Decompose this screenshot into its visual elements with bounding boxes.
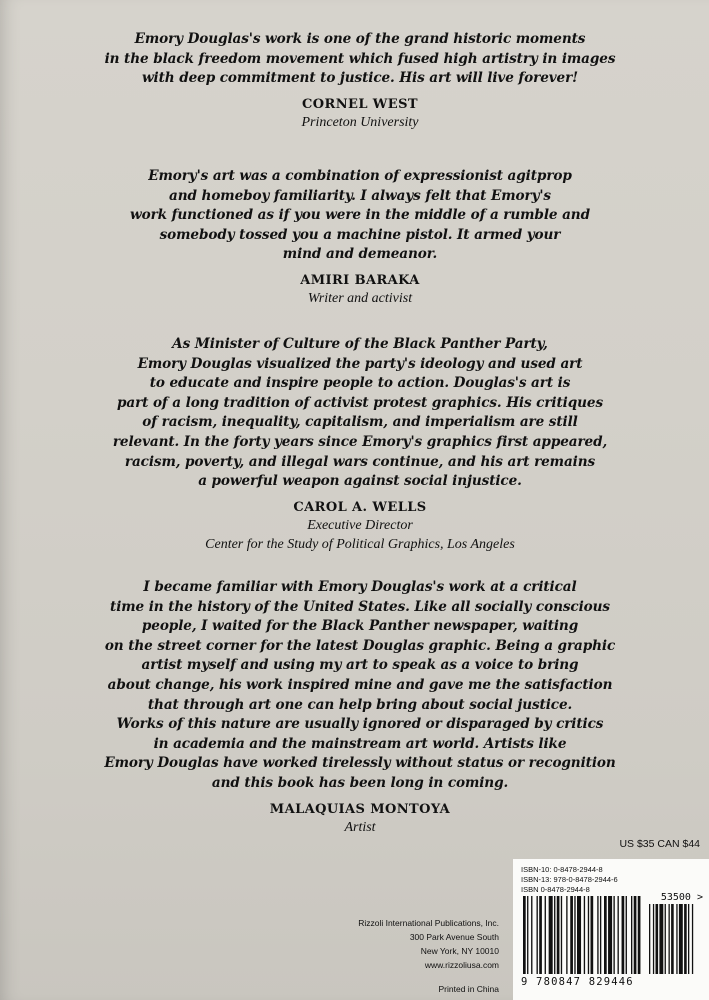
barcode-bar [584,896,585,974]
quote-line: Emory Douglas's work is one of the grand historic moments [134,31,586,47]
barcode-digits: 9 780847 829446 [521,976,634,988]
quote-affiliation [20,289,700,308]
barcode-bar [574,896,575,974]
barcode-bar [570,896,573,974]
barcode-bar [638,896,641,974]
barcode-addon-bar [649,904,650,974]
quote-line: about change, his work inspired mine and gave me the satisfaction [107,676,613,693]
barcode-bar [622,896,625,974]
isbn-13: ISBN-13: 978-0-8478-2944-6 [521,875,618,884]
barcode-bar [618,896,619,974]
quote-line: people, I waited for the Black Panther newspaper, waiting [141,618,579,635]
isbn-lines [521,865,618,895]
quote-line: and homeboy familiarity. I always felt that Emory's [169,187,551,204]
quote-line: Emory Douglas visualized the party's ideology and used art [137,355,583,372]
quote-block-wells [20,335,700,554]
barcode-bar [600,896,601,974]
barcode-icon [521,896,705,974]
affiliation-line: Writer and activist [307,290,413,306]
barcode-bar [554,896,555,974]
barcode-bar [531,896,532,974]
quote-line: relevant. In the forty years since Emory's graphics first appeared, [112,433,608,450]
barcode-addon-bar [692,904,693,974]
quote-line: time in the history of the United States. Like all socially conscious [110,598,610,615]
barcode-addon-bar [653,904,654,974]
quote-line: part of a long tradition of activist protest graphics. His critiques [116,394,604,411]
publisher-name: Rizzoli International Publications, Inc. [358,918,499,928]
barcode-addon-bar [684,904,687,974]
quote-line: of racism, inequality, capitalism, and imperialism are still [142,414,578,431]
quote-line: on the street corner for the latest Douglas graphic. Being a graphic [104,637,616,654]
quote-line: with deep commitment to justice. His art will live forever! [141,70,579,87]
barcode-label [513,859,709,1000]
barcode-addon-bar [676,904,677,974]
barcode-bar [549,896,553,974]
barcode-addon-bar [669,904,670,974]
barcode-addon-bar [665,904,666,974]
quote-author: CAROL A. WELLS [293,499,427,515]
quote-line: a powerful weapon against social injustice. [198,473,522,490]
quote-author: CORNEL WEST [302,96,418,112]
printed-in: Printed in China [438,984,499,994]
quote-text [20,335,700,492]
publisher-address-1: 300 Park Avenue South [409,932,499,942]
quote-block-west [20,30,700,132]
quote-line: and this book has been long in coming. [211,774,509,791]
quote-block-baraka [20,167,700,308]
barcode-bar [523,896,526,974]
barcode-addon-bar [659,904,663,974]
barcode-bar [608,896,612,974]
barcode-addon-digits: 53500 > [660,892,703,903]
quote-text [20,167,700,265]
quote-line: Emory's art was a combination of expressionist agitprop [148,168,572,184]
barcode-bar [613,896,614,974]
publisher-website: www.rizzoliusa.com [424,960,499,970]
barcode-bar [557,896,560,974]
quote-affiliation [20,818,700,837]
barcode-bar [591,896,594,974]
quote-block-montoya [20,578,700,837]
quote-text [20,578,700,794]
isbn-10: ISBN-10: 0-8478-2944-8 [521,865,603,874]
quote-affiliation [20,113,700,132]
quote-line: in the black freedom movement which fused high artistry in images [104,50,616,67]
barcode-bar [604,896,607,974]
affiliation-line: Artist [344,819,376,835]
barcode-bar [539,896,542,974]
publisher-info [319,916,499,996]
quote-author: AMIRI BARAKA [300,272,420,288]
quote-line: artist myself and using my art to speak as a voice to bring [141,657,579,674]
quote-line: in academia and the mainstream art world. Artists like [153,735,567,752]
quote-line: to educate and inspire people to action. Douglas's art is [149,375,571,392]
affiliation-line: Princeton University [301,114,419,130]
barcode-bar [561,896,562,974]
quote-line: mind and demeanor. [282,246,438,263]
quote-line: somebody tossed you a machine pistol. It armed your [159,226,561,243]
affiliation-line: Center for the Study of Political Graphics, Los Angeles [205,536,515,552]
barcode-addon-bar [656,904,659,974]
quote-line: Works of this nature are usually ignored or disparaged by critics [116,716,604,733]
barcode-addon-bar [679,904,683,974]
barcode-bar [588,896,589,974]
publisher-address-2: New York, NY 10010 [420,946,499,956]
quote-text [20,30,700,89]
quote-author: MALAQUIAS MONTOYA [269,801,451,817]
barcode-bar [527,896,528,974]
quote-line: As Minister of Culture of the Black Panther Party, [172,336,548,352]
barcode-bar [545,896,546,974]
quote-affiliation [20,516,700,554]
barcode-bar [626,896,627,974]
barcode-addon-bar [688,904,689,974]
barcode-bar [577,896,581,974]
spacer [319,972,499,982]
barcode-bar [597,896,598,974]
affiliation-line: Executive Director [307,517,413,533]
quote-line: work functioned as if you were in the middle of a rumble and [130,207,590,224]
barcode-bar [631,896,632,974]
isbn-plain: ISBN 0-8478-2944-8 [521,885,590,894]
barcode-addon-bar [671,904,674,974]
barcode-bar [634,896,637,974]
price-label: US $35 CAN $44 [619,838,700,850]
quote-line: I became familiar with Emory Douglas's work at a critical [143,579,577,595]
quote-line: Emory Douglas have worked tirelessly without status or recognition [104,755,616,772]
barcode-bar [566,896,567,974]
quote-line: that through art one can help bring about social justice. [147,696,573,713]
barcode-bar [537,896,538,974]
quote-line: racism, poverty, and illegal wars continue, and his art remains [124,453,596,470]
